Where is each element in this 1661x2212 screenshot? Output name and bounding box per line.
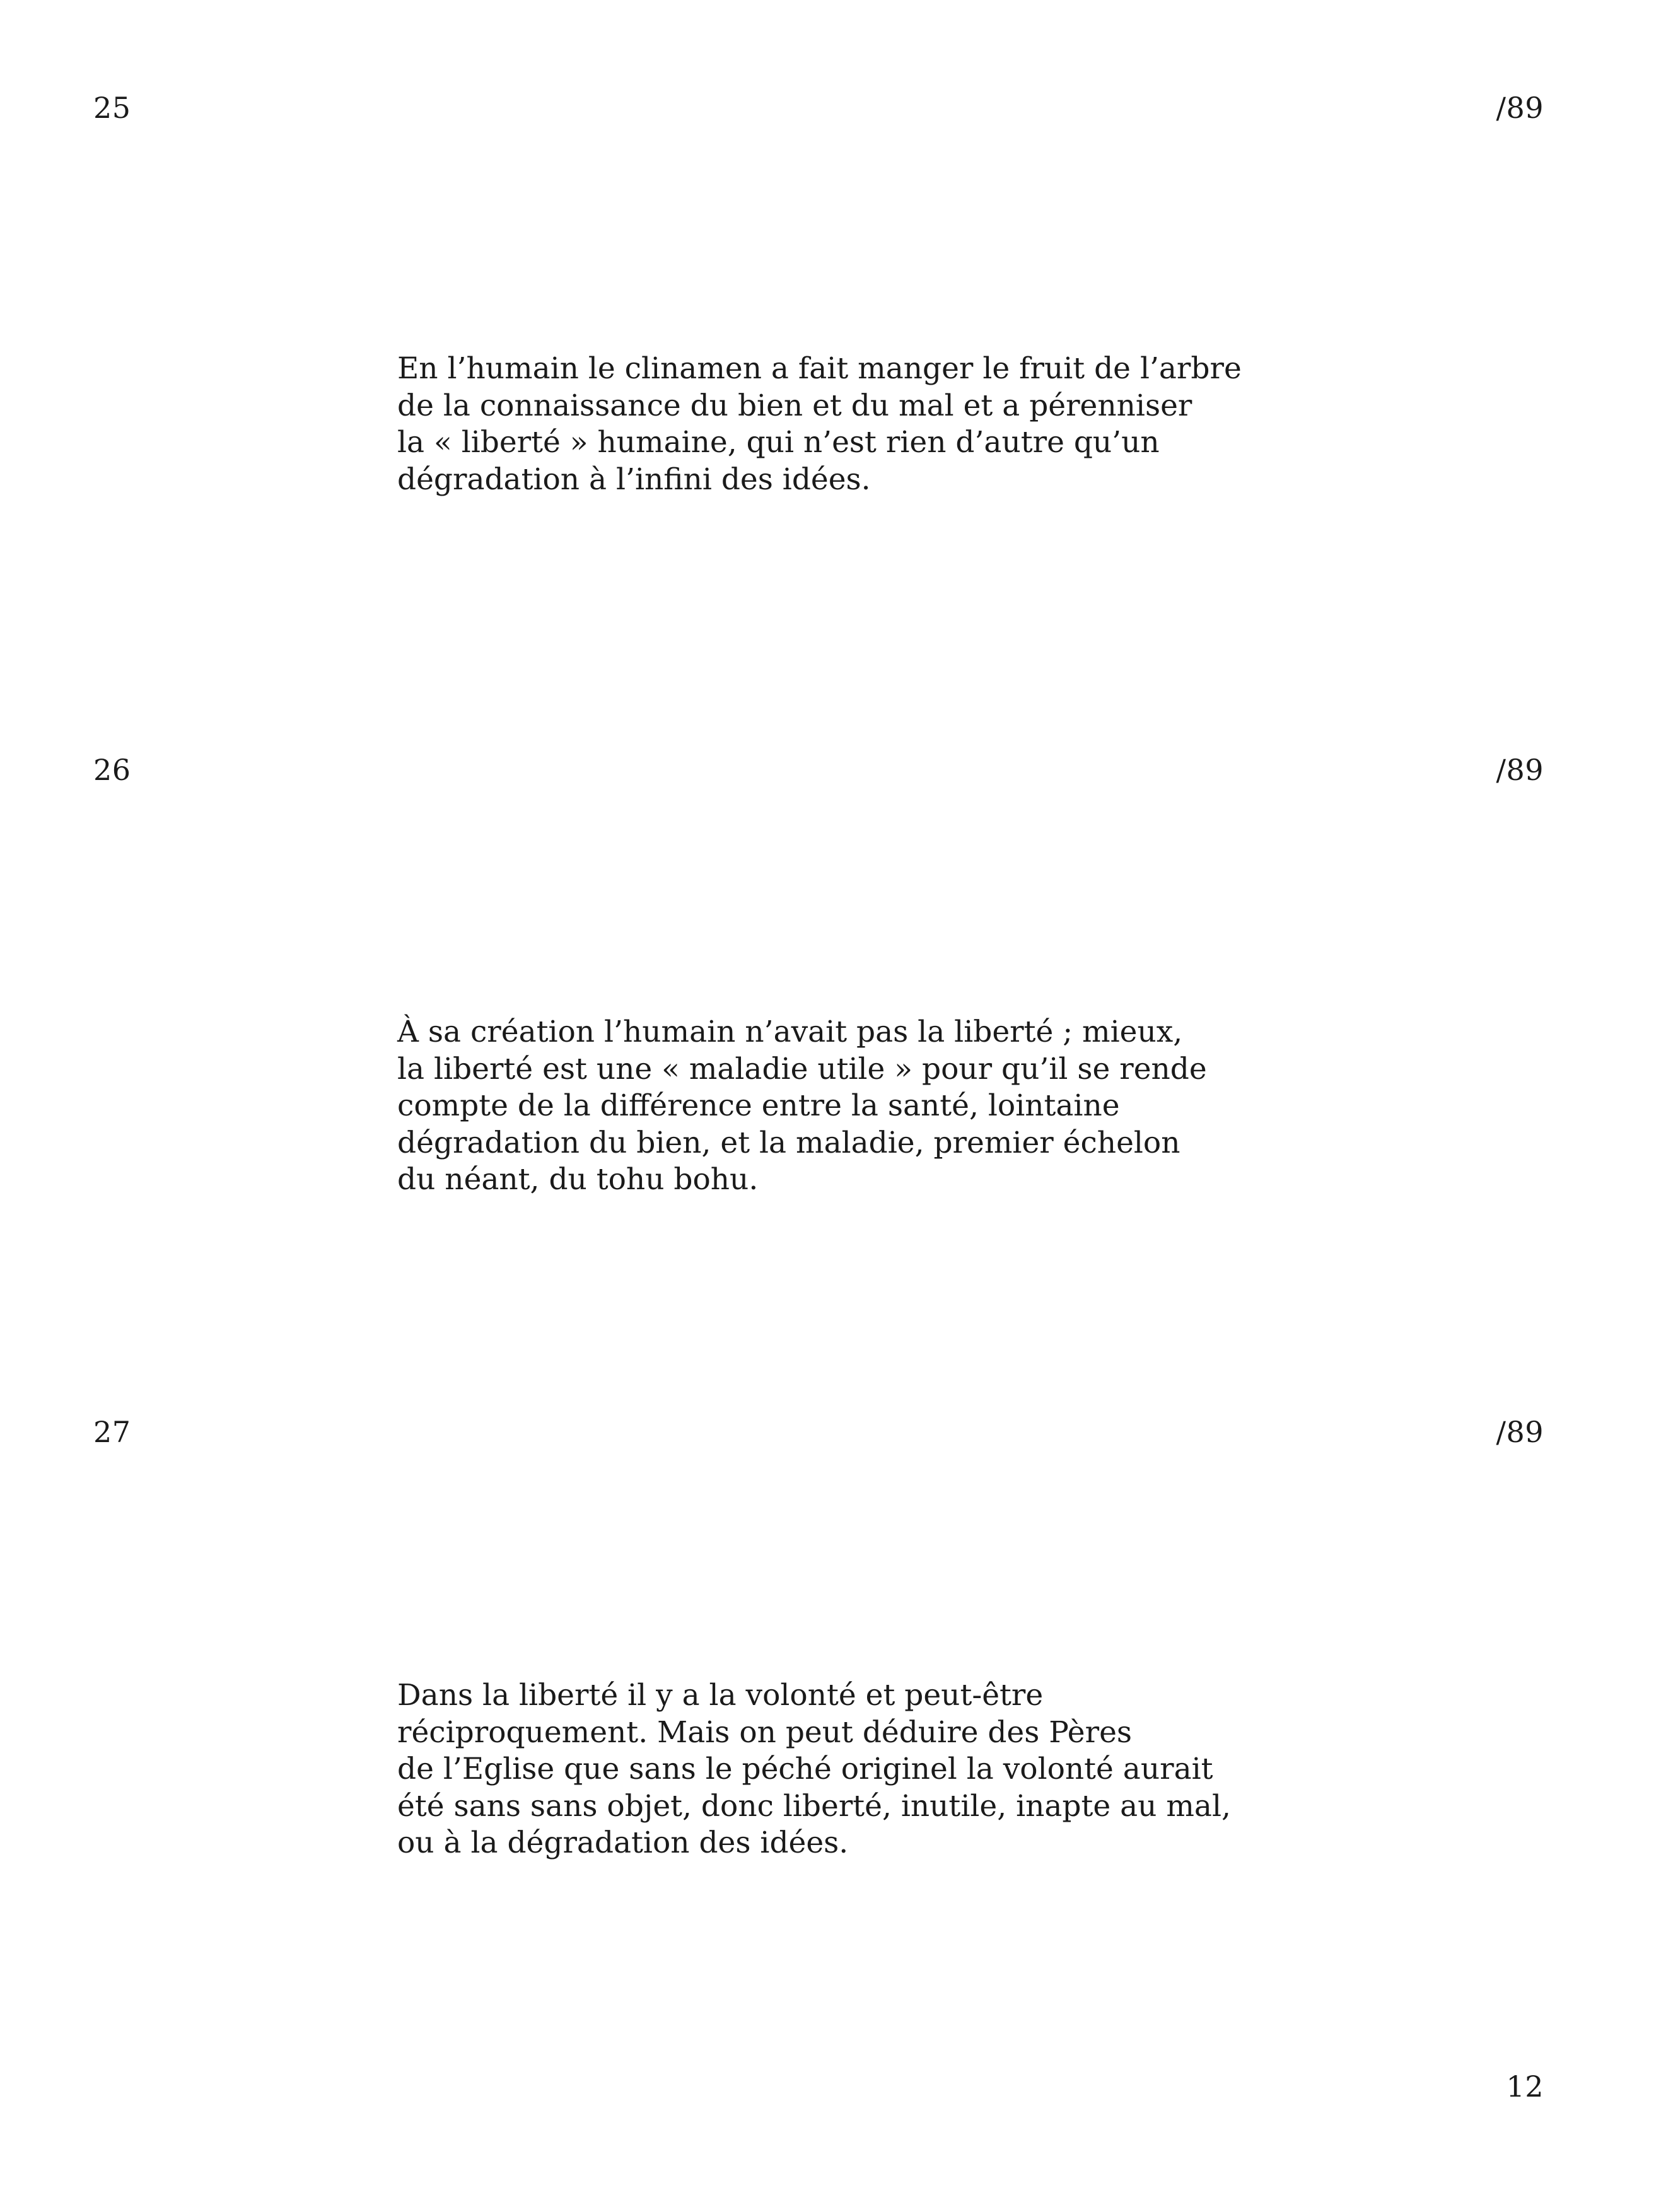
paragraph-line: dégradation du bien, et la maladie, premier échelon: [397, 1125, 1180, 1160]
paragraph-line: dégradation à l’infini des idées.: [397, 462, 871, 497]
paragraph-line: réciproquement. Mais on peut déduire des Pères: [397, 1714, 1133, 1750]
section-number: 25: [93, 91, 131, 125]
section-number: 26: [93, 753, 131, 787]
paragraph-line: du néant, du tohu bohu.: [397, 1162, 759, 1197]
section-paragraph: [397, 1677, 1293, 1862]
section-number: 27: [93, 1415, 131, 1449]
section-total: /89: [1496, 753, 1544, 787]
section-paragraph: [397, 1014, 1293, 1199]
section-total: /89: [1496, 1415, 1544, 1449]
page-number: 12: [1506, 2069, 1544, 2104]
paragraph-line: de la connaissance du bien et du mal et a pérenniser: [397, 388, 1192, 423]
paragraph-line: ou à la dégradation des idées.: [397, 1825, 849, 1860]
paragraph-line: compte de la différence entre la santé, lointaine: [397, 1088, 1120, 1123]
paragraph-line: été sans sans objet, donc liberté, inutile, inapte au mal,: [397, 1788, 1231, 1824]
paragraph-line: Dans la liberté il y a la volonté et peut-être: [397, 1678, 1044, 1713]
section-total: /89: [1496, 91, 1544, 125]
paragraph-line: la liberté est une « maladie utile » pour qu’il se rende: [397, 1051, 1207, 1086]
section-paragraph: [397, 351, 1293, 498]
paragraph-line: En l’humain le clinamen a fait manger le fruit de l’arbre: [397, 351, 1242, 386]
paragraph-line: la « liberté » humaine, qui n’est rien d’autre qu’un: [397, 425, 1160, 460]
paragraph-line: À sa création l’humain n’avait pas la liberté ; mieux,: [397, 1015, 1183, 1049]
paragraph-line: de l’Eglise que sans le péché originel la volonté aurait: [397, 1752, 1213, 1786]
